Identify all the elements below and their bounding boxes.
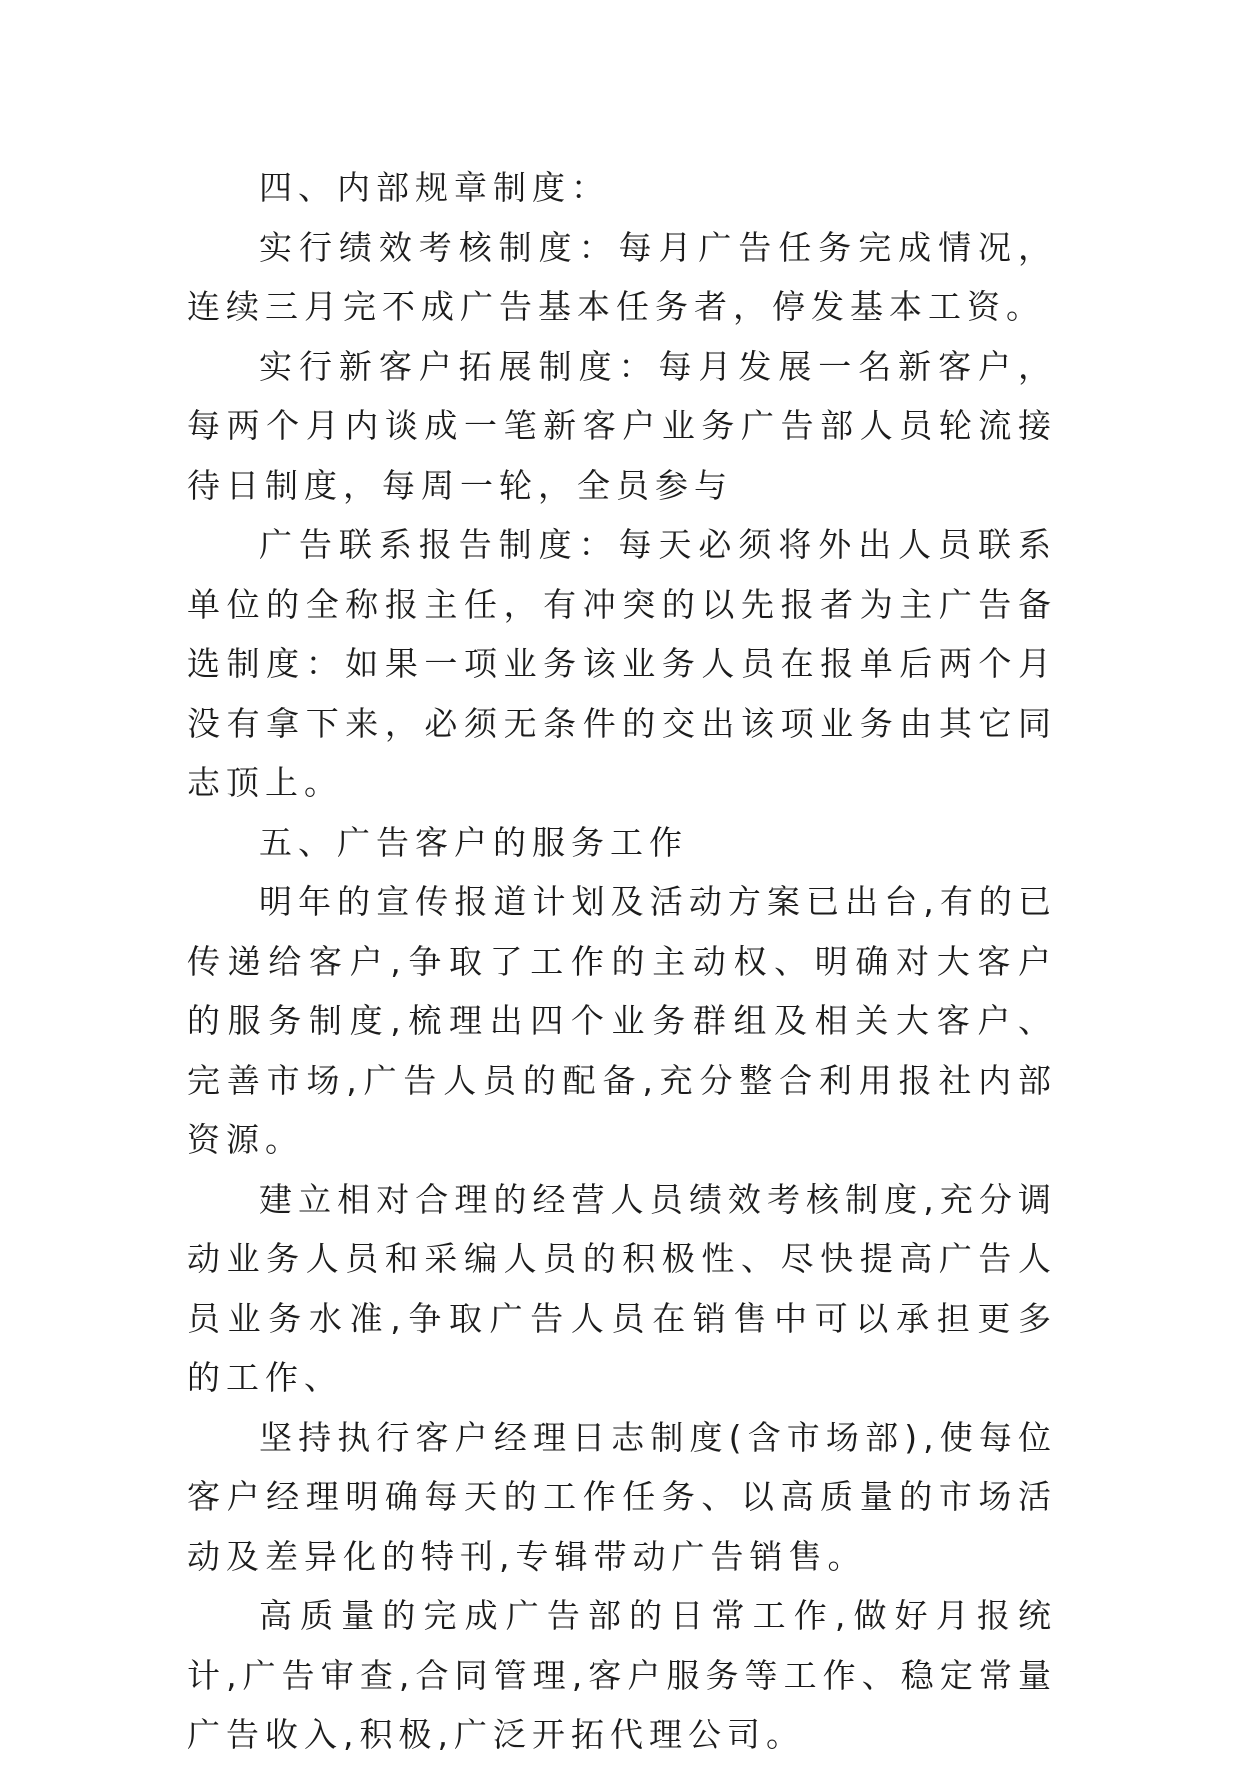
document-body	[187, 158, 1057, 1765]
paragraph-account-manager-log: 坚持执行客户经理日志制度(含市场部),使每位客户经理明确每天的工作任务、以高质量的市场活动及差异化的特刊,专辑带动广告销售。	[187, 1417, 1057, 1576]
paragraph-contact-report: 广告联系报告制度：每天必须将外出人员联系单位的全称报主任，有冲突的以先报者为主广告备选制度：如果一项业务该业务人员在报单后两个月没有拿下来，必须无条件的交出该项业务由其它同志顶上。	[187, 525, 1057, 802]
paragraph-performance-review: 实行绩效考核制度：每月广告任务完成情况，连续三月完不成广告基本任务者，停发基本工资。	[187, 227, 1057, 326]
section-heading-internal-rules: 四、内部规章制度：	[259, 168, 610, 207]
paragraph-new-client-expansion: 实行新客户拓展制度：每月发展一名新客户，每两个月内谈成一笔新客户业务广告部人员轮流接待日制度，每周一轮，全员参与	[187, 346, 1057, 505]
section-heading-client-service: 五、广告客户的服务工作	[259, 822, 688, 862]
paragraph-daily-work: 高质量的完成广告部的日常工作,做好月报统计,广告审查,合同管理,客户服务等工作、稳定常量广告收入,积极,广泛开拓代理公司。	[187, 1596, 1057, 1754]
paragraph-publicity-plan: 明年的宣传报道计划及活动方案已出台,有的已传递给客户,争取了工作的主动权、明确对大客户的服务制度,梳理出四个业务群组及相关大客户、完善市场,广告人员的配备,充分整合利用报社内部资源。	[187, 882, 1057, 1159]
paragraph-staff-assessment: 建立相对合理的经营人员绩效考核制度,充分调动业务人员和采编人员的积极性、尽快提高广告人员业务水准,争取广告人员在销售中可以承担更多的工作、	[187, 1179, 1057, 1397]
